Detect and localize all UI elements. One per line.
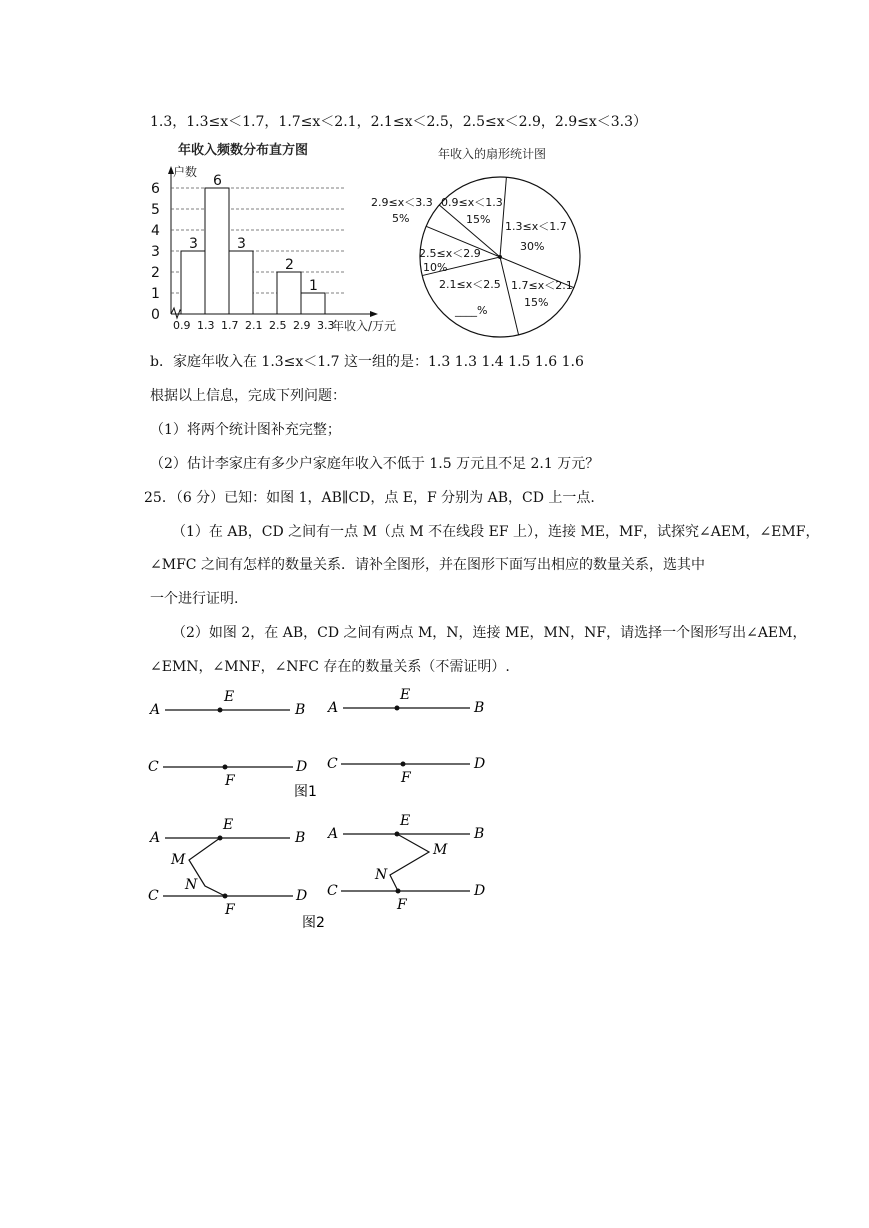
pie-label-range-s3: 2.1≤x＜2.5 bbox=[439, 278, 501, 291]
fig1-label-e-right: E bbox=[400, 687, 411, 703]
fig2-label-c-left: C bbox=[148, 888, 159, 904]
fig2-label-m-left: M bbox=[171, 852, 186, 868]
histogram-x-tick: 2.5 bbox=[269, 319, 287, 332]
problem-25-part2-line1: （2）如图 2，在 AB，CD 之间有两点 M，N，连接 ME，MN，NF，请选择一个图形写出∠AEM， bbox=[172, 625, 807, 641]
fig1-label-a-left: A bbox=[150, 702, 161, 718]
question-1: （1）将两个统计图补充完整； bbox=[150, 422, 341, 438]
fig1-label-d-left: D bbox=[296, 759, 308, 775]
fig2-label-n-left: N bbox=[185, 877, 198, 893]
histogram-bar-label: 2 bbox=[285, 257, 294, 273]
histogram-x-tick: 0.9 bbox=[173, 319, 191, 332]
histogram-y-tick: 1 bbox=[151, 286, 160, 302]
fig2-label-d-right: D bbox=[474, 883, 486, 899]
pie-label-range-s4: 2.5≤x＜2.9 bbox=[419, 247, 481, 260]
pie-label-pct-s6: 15% bbox=[466, 213, 491, 226]
fig2-label-b-left: B bbox=[295, 830, 306, 846]
histogram-xlabel: 年收入/万元 bbox=[332, 319, 397, 333]
histogram-y-tick: 3 bbox=[151, 244, 160, 260]
histogram-bar bbox=[205, 188, 229, 314]
fig2-label-e-left: E bbox=[223, 817, 234, 833]
pie-label-pct-s2: 15% bbox=[524, 296, 549, 309]
interval-list-line: 1.3，1.3≤x＜1.7，1.7≤x＜2.1，2.1≤x＜2.5，2.5≤x＜2.9，2.9≤x＜3.3） bbox=[150, 114, 648, 130]
histogram-y-tick: 5 bbox=[151, 202, 160, 218]
histogram-bar bbox=[229, 251, 253, 314]
fig1-label-c-left: C bbox=[148, 759, 159, 775]
fig2-label-f-left: F bbox=[225, 902, 235, 918]
figure-2 bbox=[145, 810, 505, 935]
figure-1 bbox=[145, 685, 505, 800]
histogram-bar bbox=[181, 251, 205, 314]
problem-25-stem: 25．（6 分）已知：如图 1，AB∥CD，点 E，F 分别为 AB，CD 上一点. bbox=[144, 490, 595, 506]
fig2-label-b-right: B bbox=[474, 826, 485, 842]
histogram-title: 年收入频数分布直方图 bbox=[178, 143, 309, 158]
fig1-label-b-right: B bbox=[474, 700, 485, 716]
fig1-label-e-left: E bbox=[224, 689, 235, 705]
histogram-x-tick: 3.3 bbox=[317, 319, 335, 332]
histogram-bar-label: 3 bbox=[189, 236, 198, 252]
fig1-label-a-right: A bbox=[328, 700, 339, 716]
fig1-label-d-right: D bbox=[474, 756, 486, 772]
group-data-line: b．家庭年收入在 1.3≤x＜1.7 这一组的是：1.3 1.3 1.4 1.5 1.6 1.6 bbox=[150, 354, 584, 370]
question-2: （2）估计李家庄有多少户家庭年收入不低于 1.5 万元且不足 2.1 万元？ bbox=[150, 456, 600, 472]
histogram-y-tick: 6 bbox=[151, 181, 160, 197]
histogram-x-tick: 2.1 bbox=[245, 319, 263, 332]
pie-label-range-s6: 0.9≤x＜1.3 bbox=[441, 196, 503, 209]
histogram-bar-label: 6 bbox=[213, 173, 222, 189]
fig1-label-f-right: F bbox=[401, 770, 411, 786]
problem-25-part2-line2: ∠EMN，∠MNF，∠NFC 存在的数量关系（不需证明）. bbox=[150, 659, 510, 675]
histogram-y-tick: 0 bbox=[151, 307, 160, 323]
pie-label-pct-s4: 10% bbox=[423, 261, 448, 274]
problem-25-part1-line3: 一个进行证明. bbox=[150, 591, 239, 607]
pie-label-pct-s3: ____% bbox=[455, 304, 488, 317]
fig2-label-m-right: M bbox=[433, 842, 448, 858]
fig2-label-n-right: N bbox=[375, 867, 388, 883]
pie-title: 年收入的扇形统计图 bbox=[438, 147, 547, 161]
histogram-bar bbox=[277, 272, 301, 314]
histogram-x-tick: 1.7 bbox=[221, 319, 239, 332]
intro-line: 根据以上信息，完成下列问题： bbox=[150, 388, 346, 404]
fig1-label-f-left: F bbox=[225, 773, 235, 789]
figure-1-caption: 图1 bbox=[294, 784, 317, 800]
problem-25-part1-line1: （1）在 AB，CD 之间有一点 M（点 M 不在线段 EF 上），连接 ME，MF，试探究∠AEM，∠EMF， bbox=[172, 524, 820, 540]
histogram-ylabel: 户数 bbox=[173, 165, 198, 179]
pie-center bbox=[498, 255, 502, 259]
fig2-label-a-left: A bbox=[150, 830, 161, 846]
pie-label-range-s2: 1.7≤x＜2.1 bbox=[511, 279, 573, 292]
histogram-bar-label: 1 bbox=[309, 278, 318, 294]
fig2-label-f-right: F bbox=[397, 897, 407, 913]
fig2-label-a-right: A bbox=[328, 826, 339, 842]
histogram-x-tick: 1.3 bbox=[197, 319, 215, 332]
histogram-bar-label: 3 bbox=[237, 236, 246, 252]
fig2-label-c-right: C bbox=[327, 883, 338, 899]
histogram-y-tick: 4 bbox=[151, 223, 160, 239]
fig2-label-d-left: D bbox=[296, 888, 308, 904]
pie-label-pct-s5: 5% bbox=[392, 212, 410, 225]
fig1-label-c-right: C bbox=[327, 756, 338, 772]
pie-label-range-s1: 1.3≤x＜1.7 bbox=[505, 220, 567, 233]
figure-2-caption: 图2 bbox=[302, 915, 325, 931]
problem-25-part1-line2: ∠MFC 之间有怎样的数量关系．请补全图形，并在图形下面写出相应的数量关系，选其中 bbox=[150, 557, 705, 573]
histogram-bar bbox=[301, 293, 325, 314]
histogram-x-tick: 2.9 bbox=[293, 319, 311, 332]
histogram-y-tick: 2 bbox=[151, 265, 160, 281]
pie-chart bbox=[365, 140, 585, 340]
pie-label-range-s5: 2.9≤x＜3.3 bbox=[371, 196, 433, 209]
fig2-label-e-right: E bbox=[400, 813, 411, 829]
fig1-label-b-left: B bbox=[295, 702, 306, 718]
pie-label-pct-s1: 30% bbox=[520, 240, 545, 253]
